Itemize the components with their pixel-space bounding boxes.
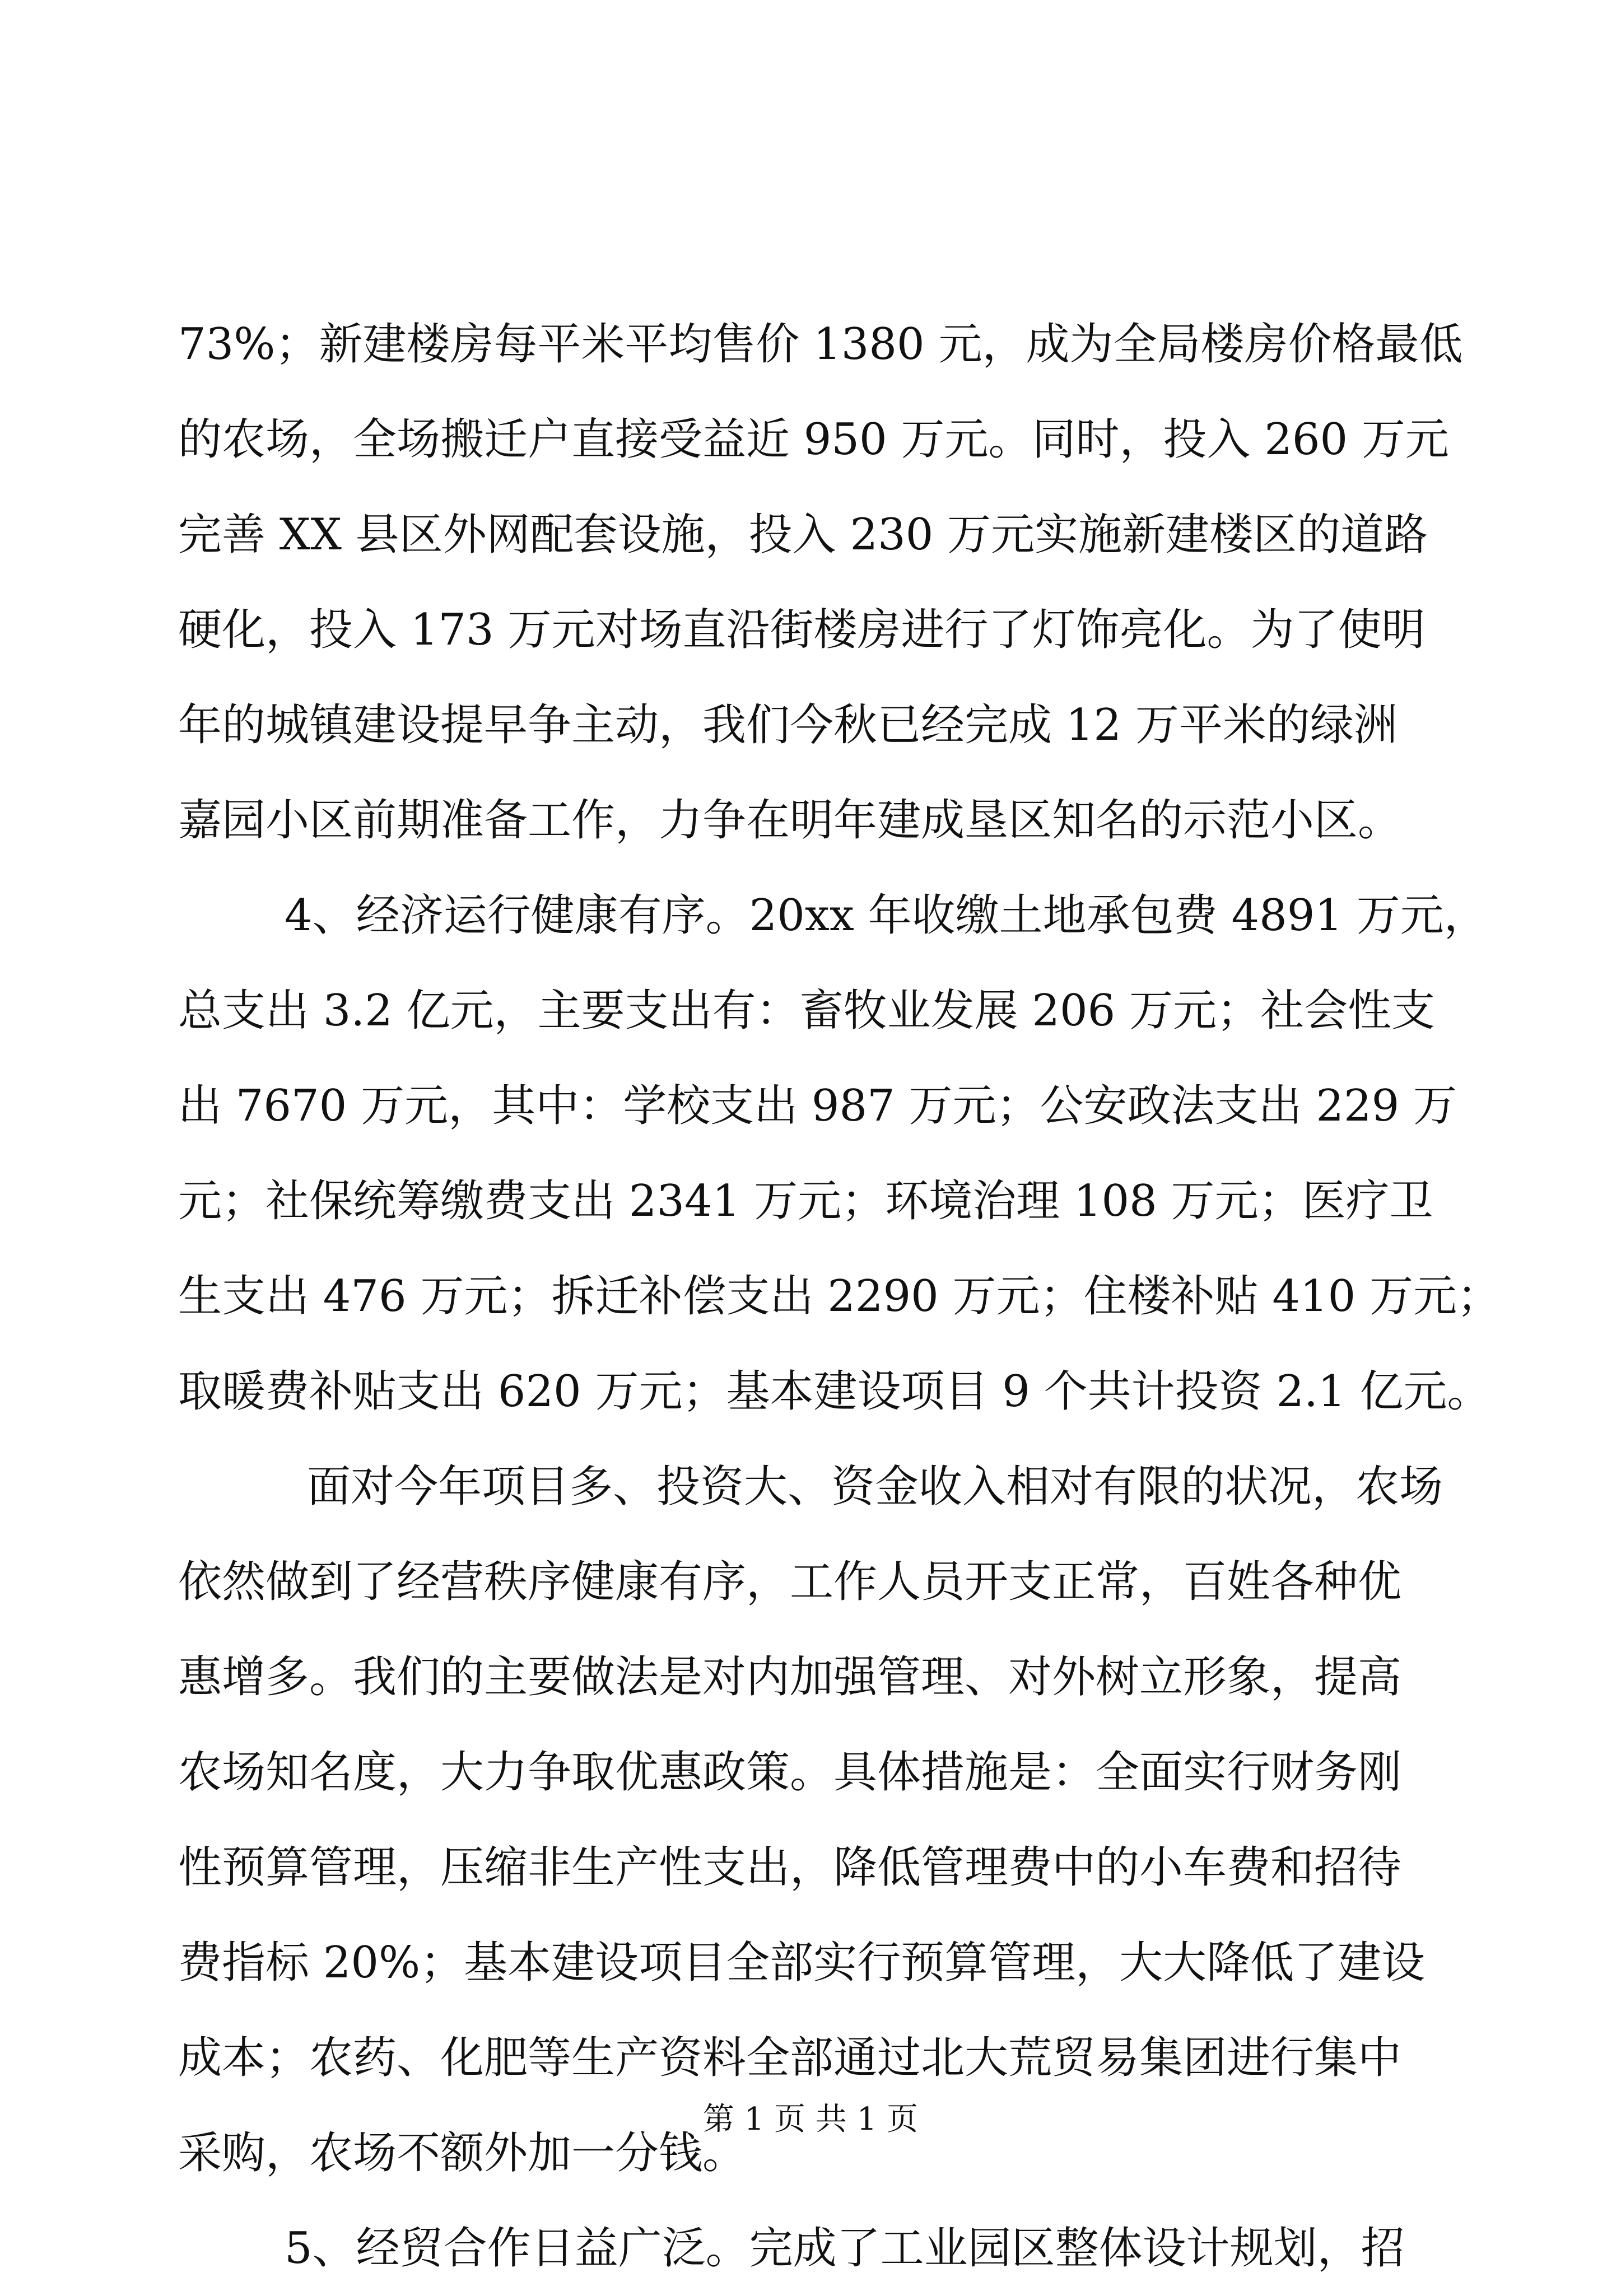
text-line: 硬化，投入 173 万元对场直沿街楼房进行了灯饰亮化。为了使明	[178, 605, 1426, 655]
text-line: 惠增多。我们的主要做法是对内加强管理、对外树立形象，提高	[178, 1652, 1402, 1702]
text-line: 出 7670 万元，其中：学校支出 987 万元；公安政法支出 229 万	[178, 1081, 1457, 1131]
text-line: 总支出 3.2 亿元，主要支出有：畜牧业发展 206 万元；社会性支	[178, 986, 1436, 1036]
text-line: 73%；新建楼房每平米平均售价 1380 元，成为全局楼房价格最低	[178, 319, 1463, 370]
text-line: 依然做到了经营秩序健康有序，工作人员开支正常，百姓各种优	[178, 1557, 1402, 1607]
text-line: 取暖费补贴支出 620 万元；基本建设项目 9 个共计投资 2.1 亿元。	[178, 1366, 1491, 1417]
text-line: 采购，农场不额外加一分钱。	[178, 2128, 747, 2178]
text-line: 生支出 476 万元；拆迁补偿支出 2290 万元；住楼补贴 410 万元；	[178, 1271, 1501, 1322]
text-line: 农场知名度，大力争取优惠政策。具体措施是：全面实行财务刚	[178, 1747, 1402, 1798]
text-line: 性预算管理，压缩非生产性支出，降低管理费中的小车费和招待	[178, 1842, 1402, 1893]
page-footer	[0, 2097, 1621, 2142]
paragraph-first-line: 面对今年项目多、投资大、资金收入相对有限的状况，农场	[307, 1462, 1443, 1512]
paragraph-first-line: 4、经济运行健康有序。20xx 年收缴土地承包费 4891 万元，	[285, 890, 1488, 941]
document-body	[178, 297, 1501, 2296]
text-line: 的农场，全场搬迁户直接受益近 950 万元。同时，投入 260 万元	[178, 414, 1449, 465]
text-line: 年的城镇建设提早争主动，我们今秋已经完成 12 万平米的绿洲	[178, 700, 1398, 750]
text-line: 元；社保统筹缴费支出 2341 万元；环境治理 108 万元；医疗卫	[178, 1176, 1433, 1226]
paragraph-first-line: 5、经贸合作日益广泛。完成了工业园区整体设计规划，招	[285, 2223, 1405, 2274]
page-number: 第 1 页 共 1 页	[702, 2101, 919, 2138]
text-line: 成本；农药、化肥等生产资料全部通过北大荒贸易集团进行集中	[178, 2033, 1402, 2083]
text-line: 嘉园小区前期准备工作，力争在明年建成垦区知名的示范小区。	[178, 795, 1402, 846]
text-line: 费指标 20%；基本建设项目全部实行预算管理，大大降低了建设	[178, 1938, 1426, 1988]
text-line: 完善 XX 县区外网配套设施，投入 230 万元实施新建楼区的道路	[178, 510, 1428, 560]
